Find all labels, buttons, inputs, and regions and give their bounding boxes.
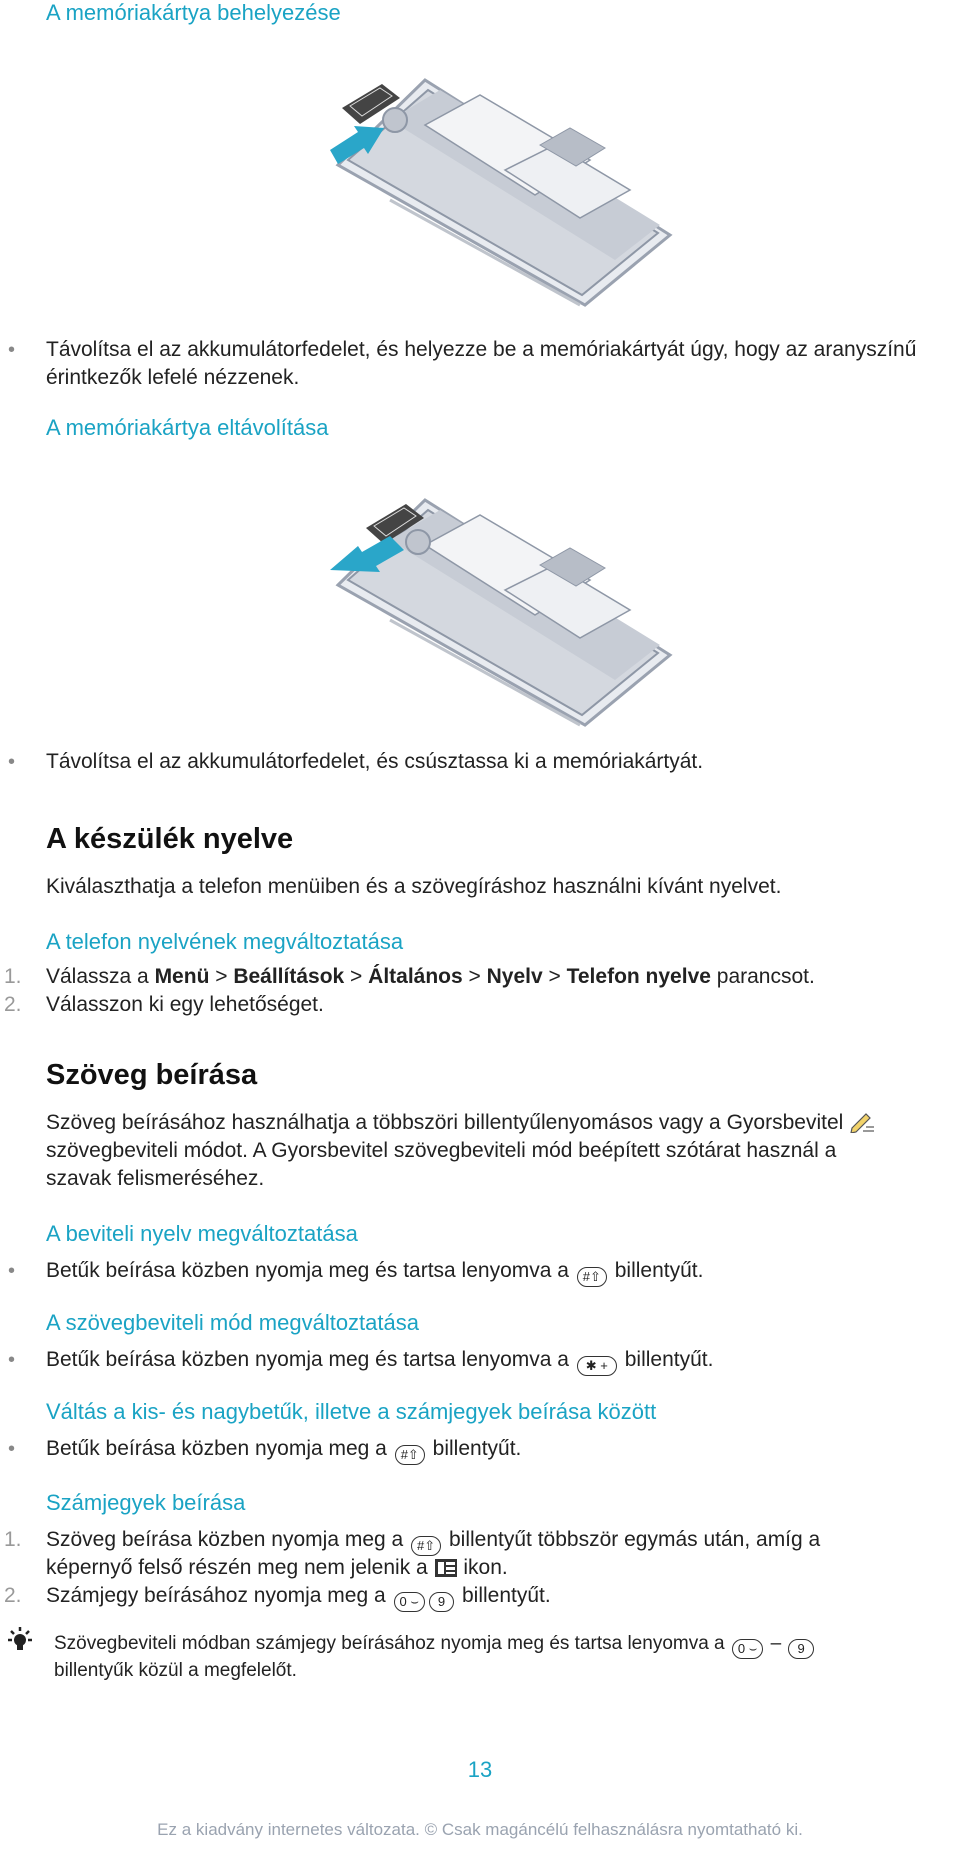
- step-number: 1.: [4, 965, 22, 988]
- step-text: billentyűt.: [456, 1584, 551, 1607]
- language-step-1: [46, 963, 815, 991]
- footer-notice: Ez a kiadvány internetes változata. © Csak magáncélú felhasználásra nyomtatható ki.: [157, 1820, 803, 1839]
- tip-text: Szövegbeviteli módban számjegy beírásához nyomja meg és tartsa lenyomva a: [54, 1633, 730, 1654]
- menu-path-phone-language: Telefon nyelve: [566, 965, 711, 988]
- step-text: billentyűt többször egymás után, amíg a: [443, 1528, 821, 1551]
- insert-card-text: Távolítsa el az akkumulátorfedelet, és helyezze be a memóriakártyát úgy, hogy az aranyszínű érintkezők lefelé nézzenek.: [46, 338, 917, 389]
- zero-key-icon: 0 ⌣: [394, 1592, 425, 1612]
- text-input-intro-line-3: szavak felismeréséhez.: [46, 1167, 265, 1190]
- remove-card-heading: A memóriakártya eltávolítása: [46, 415, 329, 440]
- nine-key-icon: 9: [429, 1592, 454, 1612]
- instruction-text: Betűk beírása közben nyomja meg a: [46, 1437, 393, 1460]
- input-mode-instruction: [46, 1346, 713, 1376]
- digits-step-2: [46, 1582, 551, 1612]
- text-input-intro-line-1: [46, 1109, 875, 1137]
- menu-path-general: Általános: [368, 965, 463, 988]
- language-title: A készülék nyelve: [46, 823, 294, 855]
- bullet: •: [8, 1349, 16, 1371]
- step-text: ikon.: [457, 1556, 508, 1579]
- zero-key-icon: 0 ⌣: [732, 1639, 763, 1659]
- step-text: parancsot.: [710, 965, 815, 988]
- nine-key-icon: 9: [788, 1639, 813, 1659]
- path-separator: >: [462, 965, 487, 988]
- path-separator: >: [542, 965, 567, 988]
- text-input-title: Szöveg beírása: [46, 1059, 258, 1091]
- bullet: •: [8, 751, 16, 773]
- step-number: 2.: [4, 993, 22, 1016]
- tip-line-2: billentyűk közül a megfelelőt.: [54, 1660, 297, 1681]
- hash-key-icon: #⇧: [411, 1536, 441, 1556]
- step-text: Szöveg beírása közben nyomja meg a: [46, 1528, 410, 1551]
- instruction-text: billentyűt.: [426, 1437, 522, 1460]
- change-input-mode-heading: A szövegbeviteli mód megváltoztatása: [46, 1310, 419, 1335]
- text-input-intro-line-2: szövegbeviteli módot. A Gyorsbevitel szövegbeviteli mód beépített szótárat használ a: [46, 1139, 837, 1162]
- hash-key-icon: #⇧: [577, 1267, 607, 1287]
- menu-path-language: Nyelv: [486, 965, 543, 988]
- case-switch-instruction: [46, 1435, 521, 1465]
- tip-text: –: [765, 1633, 787, 1654]
- change-input-language-heading: A beviteli nyelv megváltoztatása: [46, 1221, 358, 1246]
- page-number: 13: [467, 1757, 493, 1782]
- instruction-text: Betűk beírása közben nyomja meg és tartsa lenyomva a: [46, 1348, 575, 1371]
- tip-line-1: [54, 1630, 816, 1659]
- menu-path-menu: Menü: [154, 965, 210, 988]
- language-intro: Kiválaszthatja a telefon menüiben és a szövegíráshoz használni kívánt nyelvet.: [46, 875, 782, 898]
- menu-path-settings: Beállítások: [233, 965, 345, 988]
- input-language-instruction: [46, 1257, 703, 1287]
- phone-card-remove-illustration: [330, 470, 690, 730]
- language-step-2: Válasszon ki egy lehetőséget.: [46, 993, 324, 1016]
- remove-card-text: Távolítsa el az akkumulátorfedelet, és csúsztassa ki a memóriakártyát.: [46, 750, 704, 773]
- lightbulb-tip-icon: [4, 1626, 36, 1658]
- digits-step-1-line-2: [46, 1554, 508, 1582]
- star-key-icon: ✱ +: [577, 1356, 617, 1376]
- step-text: Válassza a: [46, 965, 155, 988]
- step-text: képernyő felső részén meg nem jelenik a: [46, 1556, 434, 1579]
- digits-step-1-line-1: [46, 1526, 820, 1556]
- path-separator: >: [344, 965, 369, 988]
- hash-key-icon: #⇧: [395, 1445, 425, 1465]
- path-separator: >: [209, 965, 234, 988]
- intro-text: Szöveg beírásához használhatja a többszöri billentyűlenyomásos vagy a Gyorsbevitel: [46, 1111, 844, 1134]
- bullet: •: [8, 339, 16, 361]
- pencil-icon: [849, 1111, 875, 1133]
- insert-card-heading: A memóriakártya behelyezése: [46, 0, 341, 25]
- change-phone-language-heading: A telefon nyelvének megváltoztatása: [46, 929, 404, 954]
- bullet: •: [8, 1438, 16, 1460]
- instruction-text: billentyűt.: [608, 1259, 704, 1282]
- step-text: Számjegy beírásához nyomja meg a: [46, 1584, 392, 1607]
- step-number: 2.: [4, 1584, 22, 1607]
- bullet: •: [8, 1260, 16, 1282]
- instruction-text: Betűk beírása közben nyomja meg és tartsa lenyomva a: [46, 1259, 575, 1282]
- instruction-text: billentyűt.: [618, 1348, 714, 1371]
- case-switch-heading: Váltás a kis- és nagybetűk, illetve a számjegyek beírása között: [46, 1399, 657, 1424]
- step-number: 1.: [4, 1528, 22, 1551]
- phone-card-insert-illustration: [330, 50, 690, 310]
- digit-mode-icon: [434, 1558, 458, 1578]
- digits-heading: Számjegyek beírása: [46, 1490, 246, 1515]
